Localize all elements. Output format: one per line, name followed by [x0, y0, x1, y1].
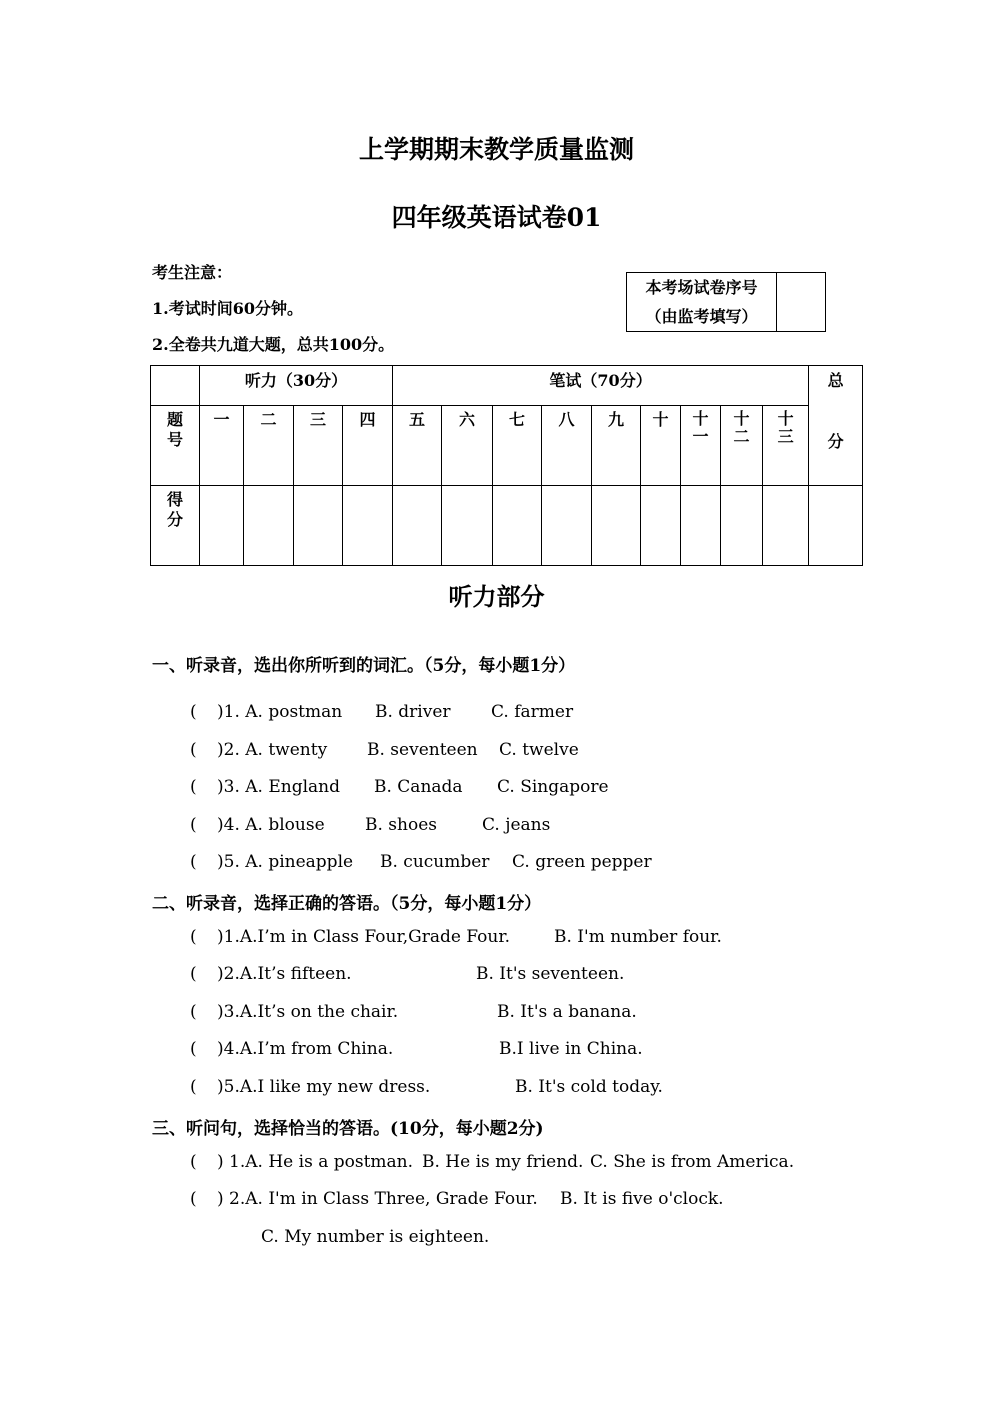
option-c: C. Singapore	[497, 777, 609, 797]
section-3-heading: 三、听问句，选择恰当的答语。(10分，每小题2分)	[152, 1119, 544, 1139]
exam-subtitle: 四年级英语试卷01	[391, 203, 602, 232]
serial-number-box	[626, 272, 826, 332]
option-b: B. It's seventeen.	[476, 964, 625, 984]
score-cell[interactable]	[721, 486, 763, 566]
score-cell[interactable]	[200, 486, 244, 566]
score-cell[interactable]	[493, 486, 542, 566]
answer-paren[interactable]: (	[190, 740, 197, 760]
score-table	[150, 365, 863, 566]
option-a: )4. A. blouse	[217, 815, 325, 835]
question-number: 七	[493, 406, 542, 486]
option-b: B. Canada	[374, 777, 463, 797]
written-header: 笔试（70分）	[393, 366, 809, 406]
question-number: 十二	[721, 406, 763, 486]
question-number: 八	[542, 406, 592, 486]
total-score-cell[interactable]	[809, 486, 863, 566]
option-a: )2. A. twenty	[217, 740, 328, 760]
serial-label-line-1: 本考场试卷序号	[645, 278, 758, 297]
answer-paren[interactable]: (	[190, 1077, 197, 1097]
option-a: )4.A.I’m from China.	[217, 1039, 394, 1059]
option-b: B. shoes	[365, 815, 437, 835]
option-a: )5.A.I like my new dress.	[217, 1077, 431, 1097]
score-cell[interactable]	[393, 486, 442, 566]
option-a: )3.A.It’s on the chair.	[217, 1002, 399, 1022]
option-a: )3. A. England	[217, 777, 340, 797]
question-number: 六	[442, 406, 493, 486]
answer-paren[interactable]: (	[190, 702, 197, 722]
question-number: 三	[294, 406, 343, 486]
serial-number-label	[627, 273, 777, 331]
option-a: ) 2.A. I'm in Class Three, Grade Four.	[217, 1189, 538, 1209]
question-number: 五	[393, 406, 442, 486]
option-c: C. jeans	[482, 815, 551, 835]
answer-paren[interactable]: (	[190, 777, 197, 797]
notes-line-2: 2.全卷共九道大题，总共100分。	[152, 335, 395, 354]
section-2-heading: 二、听录音，选择正确的答语。（5分，每小题1分）	[152, 894, 542, 914]
option-a: )5. A. pineapple	[217, 852, 354, 872]
score-cell[interactable]	[763, 486, 809, 566]
answer-paren[interactable]: (	[190, 927, 197, 947]
question-number: 四	[343, 406, 393, 486]
score-cell[interactable]	[542, 486, 592, 566]
option-c: C. green pepper	[512, 852, 652, 872]
answer-paren[interactable]: (	[190, 1002, 197, 1022]
option-c: C. My number is eighteen.	[261, 1227, 490, 1247]
score-cell[interactable]	[681, 486, 721, 566]
exam-title: 上学期期末教学质量监测	[358, 135, 634, 164]
option-c: C. She is from America.	[590, 1152, 795, 1172]
answer-paren[interactable]: (	[190, 964, 197, 984]
total-char-2: 分	[827, 432, 844, 451]
score-cell[interactable]	[244, 486, 294, 566]
option-c: C. twelve	[499, 740, 579, 760]
serial-label-line-2: （由监考填写）	[645, 307, 758, 326]
answer-paren[interactable]: (	[190, 1152, 197, 1172]
option-b: B. It's a banana.	[497, 1002, 637, 1022]
question-number: 二	[244, 406, 294, 486]
score-cell[interactable]	[442, 486, 493, 566]
score-cell[interactable]	[592, 486, 641, 566]
option-b: B. It is five o'clock.	[560, 1189, 724, 1209]
section-1-heading: 一、听录音，选出你所听到的词汇。（5分，每小题1分）	[152, 656, 576, 676]
total-header	[809, 366, 863, 486]
option-b: B. It's cold today.	[515, 1077, 663, 1097]
option-a: )2.A.It’s fifteen.	[217, 964, 352, 984]
option-b: B.I live in China.	[499, 1039, 643, 1059]
notes-heading: 考生注意：	[152, 263, 233, 282]
option-c: C. farmer	[491, 702, 574, 722]
option-a: ) 1.A. He is a postman.	[217, 1152, 414, 1172]
question-number: 十三	[763, 406, 809, 486]
option-b: B. seventeen	[367, 740, 478, 760]
notes-line-1: 1.考试时间60分钟。	[152, 299, 303, 318]
score-cell[interactable]	[294, 486, 343, 566]
answer-paren[interactable]: (	[190, 815, 197, 835]
total-char-1: 总	[827, 371, 844, 390]
answer-paren[interactable]: (	[190, 852, 197, 872]
option-a: )1.A.I’m in Class Four,Grade Four.	[217, 927, 511, 947]
answer-paren[interactable]: (	[190, 1039, 197, 1059]
question-number: 一	[200, 406, 244, 486]
score-cell[interactable]	[343, 486, 393, 566]
row-label-number: 题号	[151, 406, 200, 486]
score-cell[interactable]	[641, 486, 681, 566]
question-number: 九	[592, 406, 641, 486]
row-label-score: 得分	[151, 486, 200, 566]
option-b: B. I'm number four.	[554, 927, 722, 947]
option-b: B. He is my friend.	[422, 1152, 584, 1172]
answer-paren[interactable]: (	[190, 1189, 197, 1209]
question-number: 十一	[681, 406, 721, 486]
option-a: )1. A. postman	[217, 702, 343, 722]
question-number: 十	[641, 406, 681, 486]
option-b: B. driver	[375, 702, 451, 722]
table-corner-cell	[151, 366, 200, 406]
option-b: B. cucumber	[380, 852, 490, 872]
listening-header: 听力（30分）	[200, 366, 393, 406]
part-title: 听力部分	[448, 582, 545, 611]
